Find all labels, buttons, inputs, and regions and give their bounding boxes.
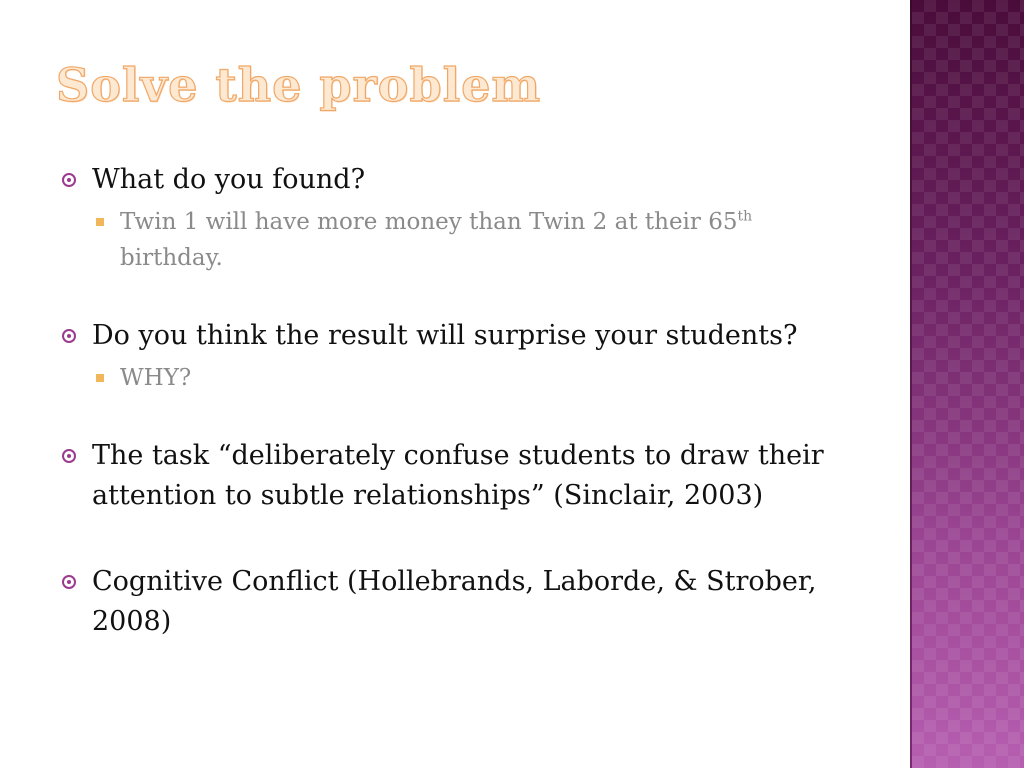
slide-title: Solve the problem [56, 58, 542, 112]
circle-dot-icon [62, 173, 76, 187]
bullet-item-2 [62, 316, 852, 356]
bullet-text: What do you found? [92, 164, 366, 195]
bullet-item-3 [62, 436, 852, 516]
superscript: th [737, 208, 753, 225]
circle-dot-icon [62, 449, 76, 463]
square-icon [96, 218, 104, 226]
bullet-item-4 [62, 562, 852, 642]
sub-bullet-text-after: birthday. [120, 245, 223, 271]
sub-bullet-text: Twin 1 will have more money than Twin 2 at their 65 [120, 209, 738, 235]
slide-content [62, 160, 852, 642]
sub-bullet-item-2 [90, 360, 852, 396]
bullet-text: Cognitive Conflict (Hollebrands, Laborde, & Strober, 2008) [92, 566, 817, 637]
sub-bullet-item-1 [90, 204, 852, 276]
side-decorative-band [912, 0, 1024, 768]
bullet-text: The task “deliberately confuse students to draw their attention to subtle relationships” (Sinclair, 2003) [92, 440, 824, 511]
bullet-item-1 [62, 160, 852, 200]
circle-dot-icon [62, 329, 76, 343]
sub-bullet-text: WHY? [120, 365, 192, 391]
square-icon [96, 374, 104, 382]
circle-dot-icon [62, 575, 76, 589]
bullet-text: Do you think the result will surprise your students? [92, 320, 798, 351]
